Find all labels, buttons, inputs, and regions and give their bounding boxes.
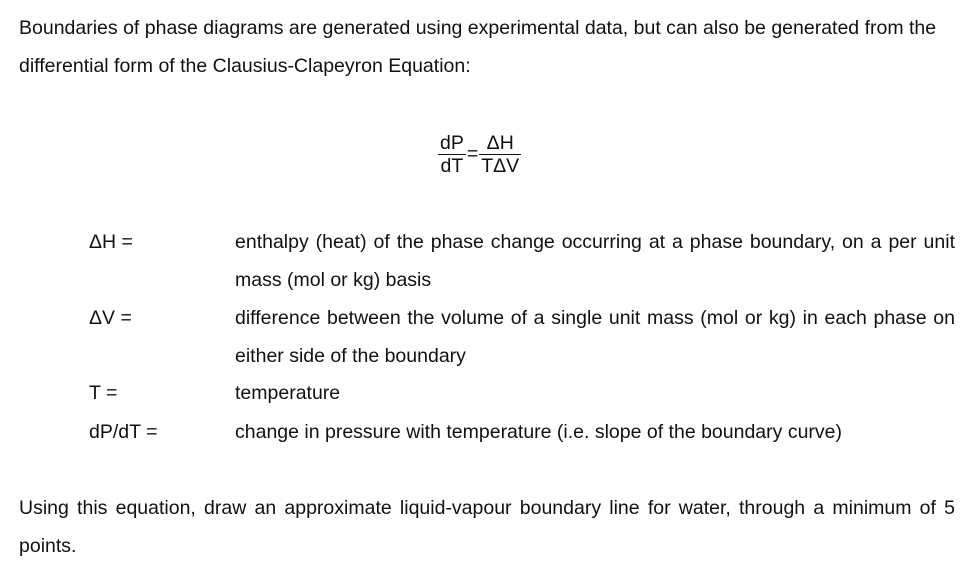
- definition-term: ΔH =: [89, 231, 133, 253]
- definition-term: dP/dT =: [89, 421, 158, 443]
- definition-description: change in pressure with temperature (i.e. slope of the boundary curve): [235, 421, 842, 443]
- equals-sign: =: [466, 143, 479, 165]
- definition-term: ΔV =: [89, 307, 132, 329]
- definition-description: temperature: [235, 382, 341, 404]
- clausius-clapeyron-equation: [438, 124, 521, 184]
- lhs-fraction: [438, 132, 466, 177]
- definition-description: enthalpy (heat) of the phase change occurring at a phase boundary, on a per unit mass (mol or kg) basis: [235, 231, 955, 291]
- closing-instruction: Using this equation, draw an approximate liquid-vapour boundary line for water, through a minimum of 5 points.: [19, 497, 955, 557]
- rhs-fraction: [479, 132, 521, 177]
- lhs-denominator: dT: [440, 154, 464, 177]
- rhs-numerator: ΔH: [486, 131, 514, 154]
- definition-term: T =: [89, 382, 118, 404]
- lhs-numerator: dP: [440, 131, 464, 154]
- definition-description: difference between the volume of a single unit mass (mol or kg) in each phase on either side of the boundary: [235, 307, 955, 367]
- rhs-denominator: TΔV: [481, 154, 520, 177]
- intro-paragraph: Boundaries of phase diagrams are generated using experimental data, but can also be generated from the differential form of the Clausius-Clapeyron Equation:: [19, 17, 937, 77]
